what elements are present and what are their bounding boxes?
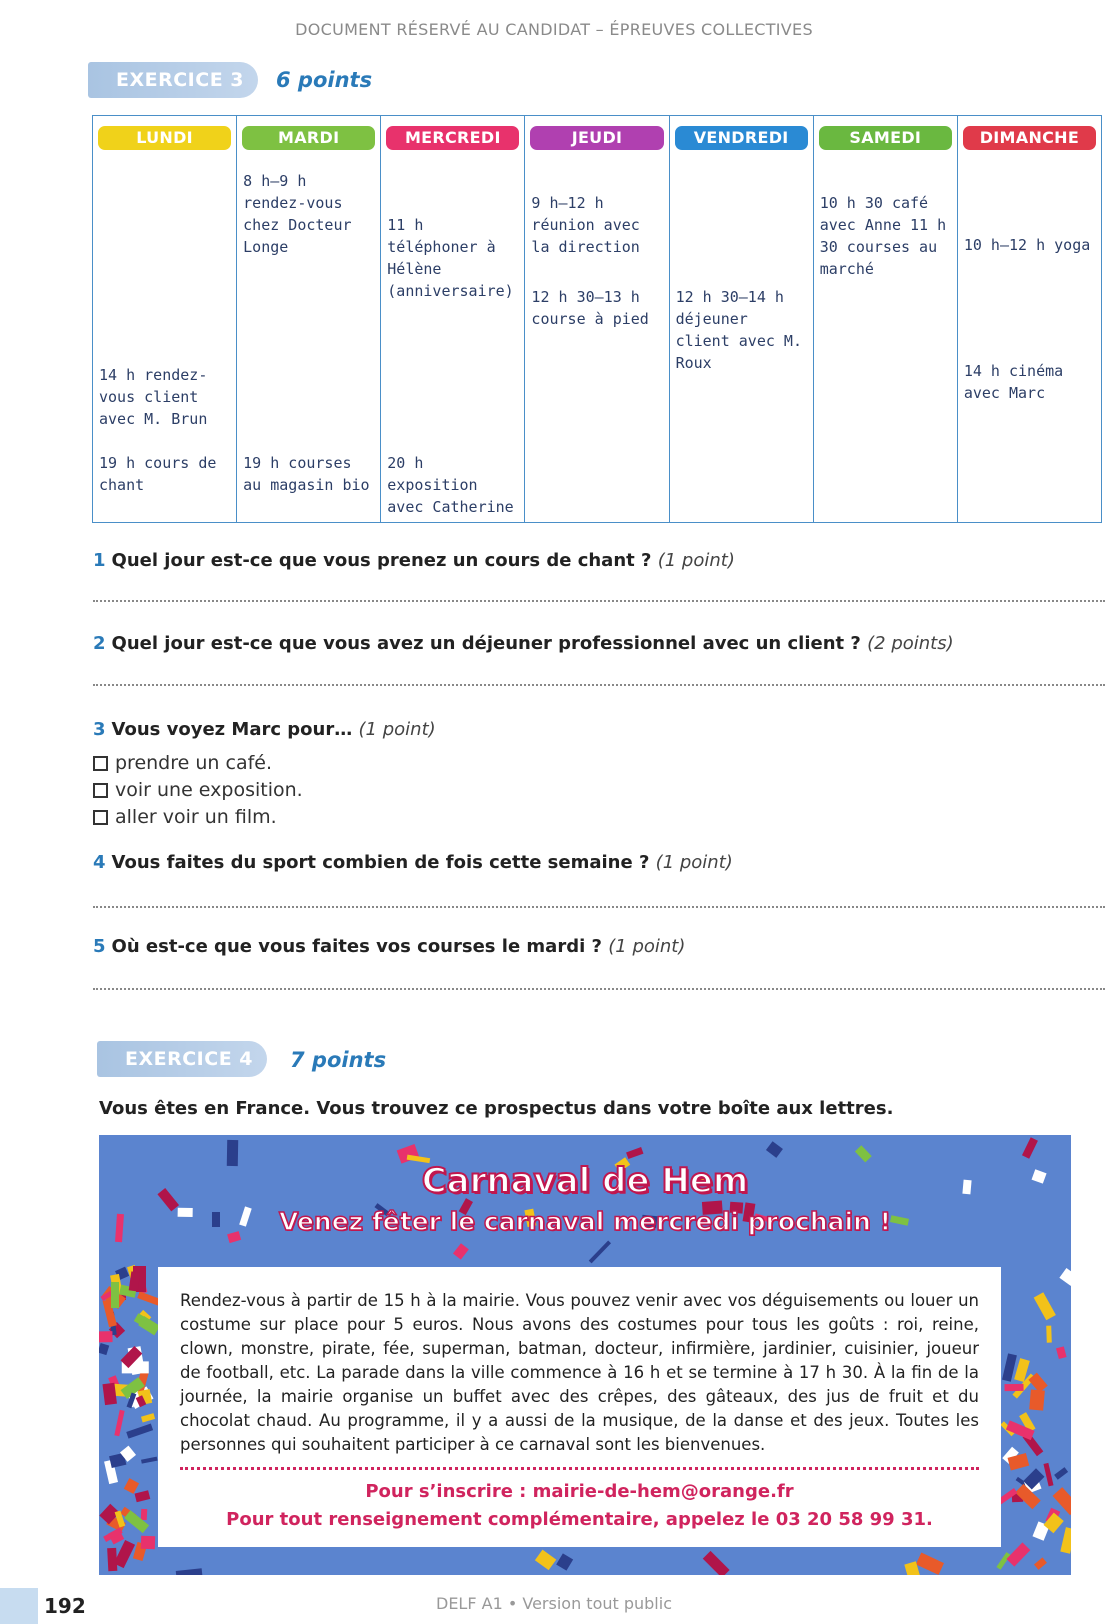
question-points: (1 point) <box>655 852 733 873</box>
confetti-piece <box>1029 1389 1044 1411</box>
choice-cafe[interactable] <box>93 752 272 774</box>
question-number: 5 <box>93 936 106 957</box>
confetti-piece <box>1043 1463 1053 1487</box>
question-text: Quel jour est-ce que vous avez un déjeuner professionnel avec un client ? <box>111 633 861 654</box>
question-points: (1 point) <box>608 936 686 957</box>
confetti-piece <box>766 1141 783 1157</box>
answer-line-5[interactable] <box>93 988 1105 990</box>
question-4 <box>93 852 733 873</box>
day-column-jeudi <box>525 116 669 522</box>
exercise-3-points: 6 points <box>276 68 373 92</box>
day-header: MERCREDI <box>386 126 519 150</box>
question-5 <box>93 936 685 957</box>
answer-line-4[interactable] <box>93 906 1105 908</box>
day-column-mardi <box>237 116 381 522</box>
confetti-piece <box>135 1490 151 1502</box>
flyer-text-card <box>158 1267 1001 1547</box>
confetti-piece <box>556 1553 573 1571</box>
day-header: MARDI <box>242 126 375 150</box>
answer-line-2[interactable] <box>93 684 1105 686</box>
confetti-piece <box>140 1535 154 1549</box>
day-header: JEUDI <box>530 126 663 150</box>
exercise-4-intro: Vous êtes en France. Vous trouvez ce prospectus dans votre boîte aux lettres. <box>99 1098 894 1119</box>
day-header: SAMEDI <box>819 126 952 150</box>
confetti-piece <box>703 1551 730 1575</box>
checkbox-icon[interactable] <box>93 810 108 825</box>
checkbox-icon[interactable] <box>93 783 108 798</box>
question-points: (1 point) <box>358 719 436 740</box>
choice-label: voir une exposition. <box>115 779 303 801</box>
day-header: DIMANCHE <box>963 126 1096 150</box>
question-number: 4 <box>93 852 106 873</box>
page-number: 192 <box>44 1594 86 1618</box>
day-header: LUNDI <box>98 126 231 150</box>
day-header: VENDREDI <box>675 126 808 150</box>
schedule-entry: 12 h 30–14 h déjeuner client avec M. Roux <box>675 288 802 372</box>
confetti-piece <box>855 1145 872 1162</box>
confetti-piece <box>1005 1384 1024 1391</box>
question-2 <box>93 633 954 654</box>
confetti-piece <box>111 1282 118 1309</box>
question-number: 2 <box>93 633 106 654</box>
question-text: Quel jour est-ce que vous prenez un cours de chant ? <box>111 550 652 571</box>
choice-label: prendre un café. <box>115 752 273 774</box>
choice-exposition[interactable] <box>93 779 303 801</box>
confetti-piece <box>103 1383 117 1406</box>
question-text: Vous faites du sport combien de fois cette semaine ? <box>111 852 650 873</box>
footer-text: DELF A1 • Version tout public <box>436 1594 672 1613</box>
carnival-flyer <box>99 1135 1071 1575</box>
document-header-note: DOCUMENT RÉSERVÉ AU CANDIDAT – ÉPREUVES COLLECTIVES <box>295 20 813 39</box>
exercise-4-points: 7 points <box>290 1048 387 1072</box>
confetti-piece <box>589 1240 611 1263</box>
day-column-mercredi <box>381 116 525 522</box>
day-column-vendredi <box>670 116 814 522</box>
flyer-signup: Pour s’inscrire : mairie-de-hem@orange.fr <box>365 1481 794 1502</box>
day-column-lundi <box>93 116 237 522</box>
flyer-title: Carnaval de Hem <box>421 1161 749 1201</box>
confetti-piece <box>107 1548 117 1571</box>
confetti-piece <box>1055 1346 1066 1359</box>
schedule-entry: 10 h–12 h yoga <box>963 236 1091 254</box>
day-column-samedi <box>814 116 958 522</box>
confetti-piece <box>453 1244 469 1260</box>
flyer-body-text: Rendez-vous à partir de 15 h à la mairie. Vous pouvez venir avec vos déguisements ou louer un costume sur place pour 5 euros. Nous avons des costumes pour tous les goûts : roi, reine, clown, monstre, pirate, fée, superman, batman, docteur, infirmière, jardinier, cuisinier, joueur de football, etc. La parade dans la ville commence à 16 h et se termine à 17 h 30. À la fin de la journée, la mairie organise un buffet avec des crêpes, des gâteaux, des jus de fruit et du chocolat chaud. Au programme, il y a aussi de la musique, de la danse et des jeux. Toutes les personnes qui souhaitent participer à ce carnaval sont les bienvenues. <box>180 1291 979 1454</box>
schedule-entry: 19 h courses au magasin bio <box>243 454 370 494</box>
schedule-entry: 20 h exposition avec Catherine <box>387 454 514 516</box>
dotted-divider <box>180 1467 979 1470</box>
confetti-piece <box>915 1553 944 1575</box>
confetti-piece <box>126 1423 153 1438</box>
flyer-info: Pour tout renseignement complémentaire, appelez le 03 20 58 99 31. <box>226 1509 933 1530</box>
confetti-piece <box>535 1549 557 1570</box>
question-1 <box>93 550 735 571</box>
choice-label: aller voir un film. <box>115 806 277 828</box>
exercise-3-badge: EXERCICE 3 <box>88 62 258 98</box>
weekly-schedule <box>92 115 1102 523</box>
confetti-piece <box>141 1413 155 1422</box>
confetti-piece <box>114 1410 124 1436</box>
confetti-piece <box>99 1343 109 1355</box>
question-points: (2 points) <box>867 633 954 654</box>
confetti-piece <box>1060 1268 1071 1285</box>
schedule-entry: 10 h 30 café avec Anne 11 h 30 courses au marché <box>819 194 947 278</box>
confetti-piece <box>1054 1467 1068 1480</box>
confetti-piece <box>1022 1138 1038 1159</box>
confetti-piece <box>1033 1292 1056 1320</box>
question-text: Où est-ce que vous faites vos courses le mardi ? <box>111 936 602 957</box>
confetti-piece <box>124 1478 139 1493</box>
question-number: 3 <box>93 719 106 740</box>
choice-film[interactable] <box>93 806 277 828</box>
schedule-entry: 14 h cinéma avec Marc <box>963 362 1064 402</box>
confetti-piece <box>176 1568 202 1575</box>
confetti-piece <box>1034 1557 1047 1569</box>
flyer-subtitle: Venez fêter le carnaval mercredi prochain ! <box>278 1207 892 1236</box>
schedule-entry: 8 h–9 h rendez-vous chez Docteur Longe <box>243 172 352 256</box>
question-number: 1 <box>93 550 106 571</box>
confetti-piece <box>1047 1326 1052 1343</box>
day-column-dimanche <box>958 116 1101 522</box>
checkbox-icon[interactable] <box>93 756 108 771</box>
schedule-entry: 14 h rendez-vous client avec M. Brun <box>99 366 208 428</box>
schedule-entry: 12 h 30–13 h course à pied <box>531 288 649 328</box>
confetti-piece <box>140 1457 157 1464</box>
confetti-piece <box>99 1331 113 1343</box>
schedule-entry: 19 h cours de chant <box>99 454 217 494</box>
schedule-entry: 11 h téléphoner à Hélène (anniversaire) <box>387 216 514 300</box>
confetti-piece <box>1006 1542 1030 1566</box>
confetti-piece <box>626 1147 644 1159</box>
question-text: Vous voyez Marc pour… <box>111 719 353 740</box>
confetti-piece <box>114 1540 135 1568</box>
answer-line-1[interactable] <box>93 600 1105 602</box>
schedule-entry: 9 h–12 h réunion avec la direction <box>531 194 640 256</box>
exercise-4-badge: EXERCICE 4 <box>97 1041 267 1077</box>
question-points: (1 point) <box>657 550 735 571</box>
confetti-piece <box>1061 1527 1071 1554</box>
question-3 <box>93 719 436 740</box>
